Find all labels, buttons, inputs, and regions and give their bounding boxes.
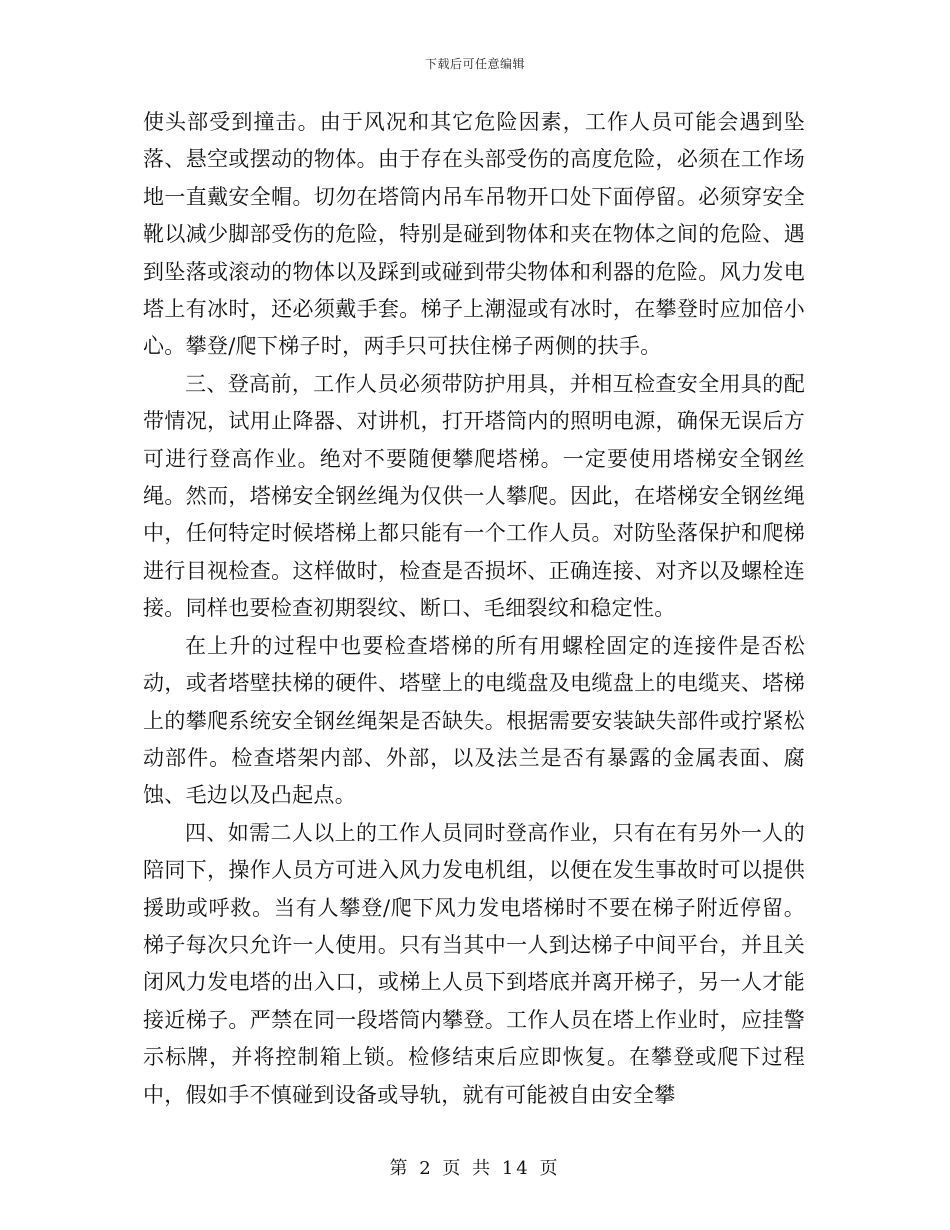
- document-body: [143, 104, 805, 1114]
- paragraph-continuation: 使头部受到撞击。由于风况和其它危险因素，工作人员可能会遇到坠落、悬空或摆动的物体。由于存在头部受伤的高度危险，必须在工作场地一直戴安全帽。切勿在塔筒内吊车吊物开口处下面停留。必须穿安全靴以减少脚部受伤的危险，特别是碰到物体和夹在物体之间的危险、遇到坠落或滚动的物体以及踩到或碰到带尖物体和利器的危险。风力发电塔上有冰时，还必须戴手套。梯子上潮湿或有冰时，在攀登时应加倍小心。攀登/爬下梯子时，两手只可扶住梯子两侧的扶手。: [143, 110, 805, 359]
- paragraph-section-three: 三、登高前，工作人员必须带防护用具，并相互检查安全用具的配带情况，试用止降器、对讲机，打开塔筒内的照明电源，确保无误后方可进行登高作业。绝对不要随便攀爬塔梯。一定要使用塔梯安全钢丝绳。然而，塔梯安全钢丝绳为仅供一人攀爬。因此，在塔梯安全钢丝绳中，任何特定时候塔梯上都只能有一个工作人员。对防坠落保护和爬梯进行目视检查。这样做时，检查是否损坏、正确连接、对齐以及螺栓连接。同样也要检查初期裂纹、断口、毛细裂纹和稳定性。: [143, 371, 805, 621]
- paragraph-section-four: 四、如需二人以上的工作人员同时登高作业，只有在有另外一人的陪同下，操作人员方可进入风力发电机组，以便在发生事故时可以提供援助或呼救。当有人攀登/爬下风力发电塔梯时不要在梯子附近停留。梯子每次只允许一人使用。只有当其中一人到达梯子中间平台，并且关闭风力发电塔的出入口，或梯上人员下到塔底并离开梯子，另一人才能接近梯子。严禁在同一段塔筒内攀登。工作人员在塔上作业时，应挂警示标牌，并将控制箱上锁。检修结束后应即恢复。在攀登或爬下过程中，假如手不慎碰到设备或导轨，就有可能被自由安全攀: [143, 820, 805, 1107]
- page-number: 第 2 页 共 14 页: [389, 1158, 561, 1179]
- page-header: 下载后可任意编辑: [424, 57, 525, 71]
- paragraph-inspection: 在上升的过程中也要检查塔梯的所有用螺栓固定的连接件是否松动，或者塔壁扶梯的硬件、塔壁上的电缆盘及电缆盘上的电缆夹、塔梯上的攀爬系统安全钢丝绳架是否缺失。根据需要安装缺失部件或拧紧松动部件。检查塔架内部、外部，以及法兰是否有暴露的金属表面、腐蚀、毛边以及凸起点。: [143, 633, 805, 808]
